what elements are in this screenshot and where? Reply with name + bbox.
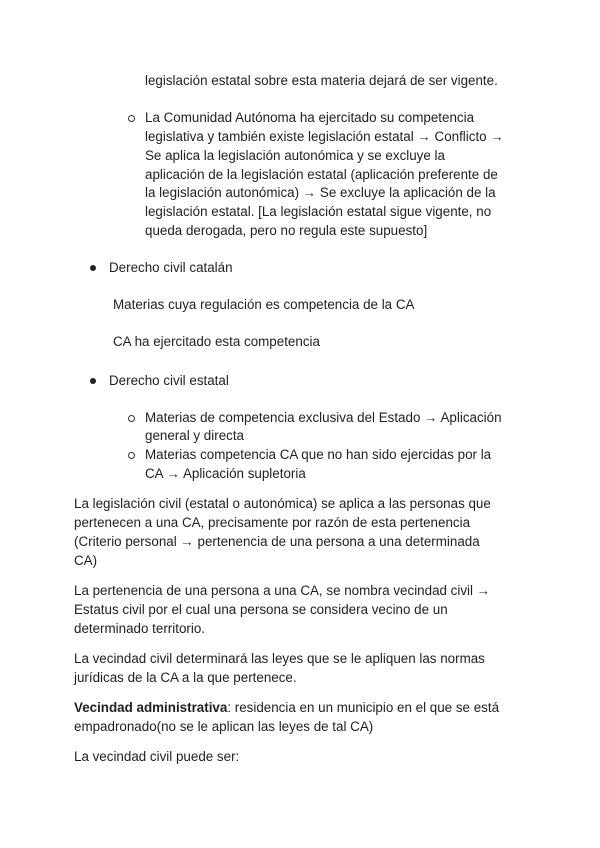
conflict-line: la legislación autonómica) → Se excluye la aplicación de la (145, 185, 496, 200)
estatal-sub1-line: Materias de competencia exclusiva del Estado → Aplicación (145, 410, 502, 425)
para5-line: La vecindad civil puede ser: (74, 749, 240, 764)
para3-line: jurídicas de la CA a la que pertenece. (74, 670, 297, 685)
para2-line: La pertenencia de una persona a una CA, se nombra vecindad civil → (74, 583, 491, 598)
sub-bullet-marker (128, 115, 135, 122)
para2-line: determinado territorio. (74, 621, 205, 636)
catalan-detail-2: CA ha ejercitado esta competencia (113, 334, 320, 349)
para1-line: La legislación civil (estatal o autonómica) se aplica a las personas que (74, 496, 491, 511)
bullet-derecho-civil-catalan: Derecho civil catalán (109, 260, 233, 275)
conflict-line: aplicación de la legislación estatal (aplicación preferente de (145, 167, 498, 182)
sub-bullet-continuation: legislación estatal sobre esta materia dejará de ser vigente. (145, 73, 498, 88)
sub-bullet-marker (128, 415, 135, 422)
para3-line: La vecindad civil determinará las leyes que se le apliquen las normas (74, 651, 485, 666)
para1-line: CA) (74, 553, 98, 568)
vecindad-administrativa-term: Vecindad administrativa (74, 700, 228, 715)
para1-line: pertenecen a una CA, precisamente por razón de esta pertenencia (74, 515, 471, 530)
conflict-line: legislativa y también existe legislación estatal → Conflicto → (145, 129, 504, 144)
para4-definition: : residencia en un municipio en el que se está (227, 700, 500, 715)
conflict-line: Se aplica la legislación autonómica y se excluye la (145, 148, 445, 163)
catalan-detail-1: Materias cuya regulación es competencia de la CA (113, 297, 415, 312)
para4-line: empadronado(no se le aplican las leyes de tal CA) (74, 719, 374, 734)
estatal-sub1-line: general y directa (145, 428, 244, 443)
estatal-sub2-line: Materias competencia CA que no han sido ejercidas por la (145, 447, 492, 462)
conflict-line: legislación estatal. [La legislación estatal sigue vigente, no (145, 204, 492, 219)
sub-bullet-marker (128, 452, 135, 459)
para4-line (74, 699, 499, 717)
estatal-sub2-line: CA → Aplicación supletoria (145, 466, 306, 481)
bullet-marker (90, 265, 96, 271)
para2-line: Estatus civil por el cual una persona se considera vecino de un (74, 602, 448, 617)
bullet-marker (90, 378, 96, 384)
conflict-line: La Comunidad Autónoma ha ejercitado su competencia (145, 110, 475, 125)
conflict-line: queda derogada, pero no regula este supuesto] (145, 223, 428, 238)
para1-line: (Criterio personal → pertenencia de una persona a una determinada (74, 534, 480, 549)
bullet-derecho-civil-estatal: Derecho civil estatal (109, 373, 229, 388)
